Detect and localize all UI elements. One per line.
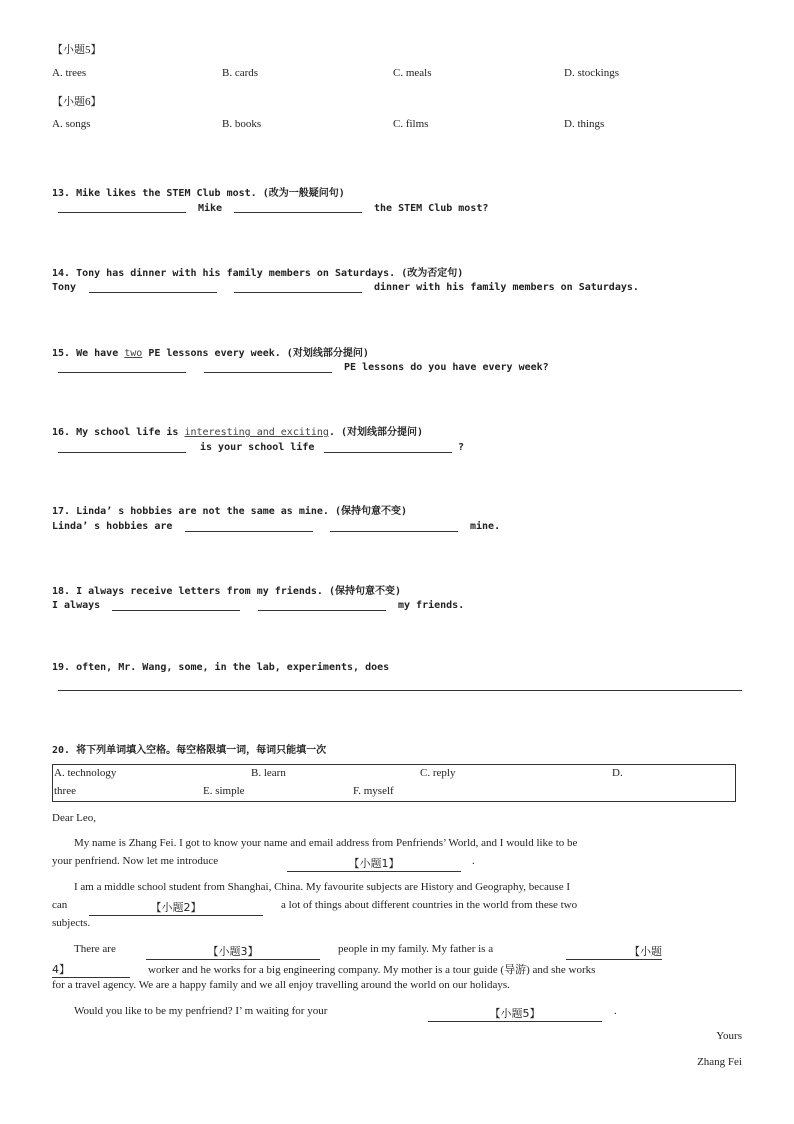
- q18-question: 18. I always receive letters from my friends. (保持句意不变): [52, 586, 401, 597]
- q19-question: 19. often, Mr. Wang, some, in the lab, experiments, does: [52, 662, 390, 673]
- word-b: B. learn: [251, 767, 286, 779]
- letter-signature: Zhang Fei: [697, 1056, 742, 1068]
- q15-question-pre: 15. We have: [52, 348, 125, 359]
- q13-question: 13. Mike likes the STEM Club most. (改为一般疑问句): [52, 188, 345, 199]
- q17-question: 17. Linda’ s hobbies are not the same as mine. (保持句意不变): [52, 506, 408, 517]
- q15-question-post: PE lessons every week. (对划线部分提问): [142, 348, 369, 359]
- letter-closing: Yours: [716, 1030, 742, 1042]
- q16-answer-end: ?: [458, 442, 465, 453]
- q16-underlined-part: interesting and exciting: [184, 427, 329, 438]
- q16-question-post: . (对划线部分提问): [328, 427, 424, 438]
- q17-blank-1[interactable]: [185, 531, 313, 532]
- blank-5[interactable]: 【小题5】: [428, 1005, 602, 1022]
- q6-header: 【小题6】: [52, 96, 102, 108]
- q17-answer-end: mine.: [470, 521, 501, 532]
- letter-p1-end: .: [472, 855, 475, 867]
- word-d-label: D.: [612, 767, 623, 779]
- letter-p3-start: There are: [74, 943, 116, 955]
- letter-p1-line2: your penfriend. Now let me introduce: [52, 855, 219, 867]
- q5-option-c[interactable]: C. meals: [393, 67, 432, 79]
- q20-question: 20. 将下列单词填入空格。每空格限填一词，每词只能填一次: [52, 745, 327, 756]
- blank-2[interactable]: 【小题2】: [89, 899, 263, 916]
- q5-option-b[interactable]: B. cards: [222, 67, 259, 79]
- q15-question: [52, 344, 369, 359]
- letter-p3-line3: for a travel agency. We are a happy family and we all enjoy travelling around the world on our holidays.: [52, 979, 510, 991]
- q19-answer-line[interactable]: [58, 690, 742, 691]
- q6-option-c[interactable]: C. films: [393, 118, 429, 130]
- word-f: F. myself: [353, 785, 394, 797]
- q13-blank-1[interactable]: [58, 212, 186, 213]
- q14-blank-2[interactable]: [234, 292, 362, 293]
- letter-p2-line1: I am a middle school student from Shanghai, China. My favourite subjects are History and Geography, because I: [74, 881, 570, 893]
- q14-question: 14. Tony has dinner with his family members on Saturdays. (改为否定句): [52, 268, 464, 279]
- letter-p3-mid: people in my family. My father is a: [338, 943, 494, 955]
- q15-underlined-part: two: [124, 348, 143, 359]
- letter-p4-end: .: [614, 1005, 617, 1017]
- letter-p1-line1: My name is Zhang Fei. I got to know your name and email address from Penfriends’ World, and I would like to be: [74, 837, 578, 849]
- q18-answer-start: I always: [52, 600, 101, 611]
- q6-option-b[interactable]: B. books: [222, 118, 262, 130]
- word-e: E. simple: [203, 785, 245, 797]
- q13-blank-2[interactable]: [234, 212, 362, 213]
- q6-option-a[interactable]: A. songs: [52, 118, 91, 130]
- blank-4-part1[interactable]: 【小题: [566, 943, 662, 960]
- letter-p2-line2: a lot of things about different countries in the world from these two: [281, 899, 578, 911]
- q14-blank-1[interactable]: [89, 292, 217, 293]
- q5-option-d[interactable]: D. stockings: [564, 67, 619, 79]
- q17-answer-start: Linda’ s hobbies are: [52, 521, 173, 532]
- letter-p2-line3: subjects.: [52, 917, 91, 929]
- q15-blank-1[interactable]: [58, 372, 186, 373]
- q18-blank-1[interactable]: [112, 610, 240, 611]
- blank-4-part2[interactable]: 4】: [52, 961, 130, 978]
- blank-3[interactable]: 【小题3】: [146, 943, 320, 960]
- letter-p2-can: can: [52, 899, 68, 911]
- q5-option-a[interactable]: A. trees: [52, 67, 87, 79]
- q14-answer-start: Tony: [52, 282, 77, 293]
- q5-header: 【小题5】: [52, 44, 102, 56]
- q16-question-pre: 16. My school life is: [52, 427, 185, 438]
- q15-blank-2[interactable]: [204, 372, 332, 373]
- q13-answer-end: the STEM Club most?: [374, 203, 489, 214]
- word-d: three: [54, 785, 76, 797]
- q14-answer-end: dinner with his family members on Saturdays.: [374, 282, 639, 293]
- q6-option-d[interactable]: D. things: [564, 118, 605, 130]
- word-bank-box: [52, 764, 736, 802]
- letter-p4-start: Would you like to be my penfriend? I’ m waiting for your: [74, 1005, 328, 1017]
- q16-answer-mid: is your school life: [200, 442, 315, 453]
- word-c: C. reply: [420, 767, 456, 779]
- q18-blank-2[interactable]: [258, 610, 386, 611]
- q18-answer-end: my friends.: [398, 600, 465, 611]
- word-a: A. technology: [54, 767, 117, 779]
- q17-blank-2[interactable]: [330, 531, 458, 532]
- q13-answer-mid: Mike: [198, 203, 223, 214]
- q16-question: [52, 423, 423, 438]
- letter-p3-line2: worker and he works for a big engineering company. My mother is a tour guide (导游) and she works: [148, 964, 596, 976]
- blank-1[interactable]: 【小题1】: [287, 855, 461, 872]
- q16-blank-1[interactable]: [58, 452, 186, 453]
- q16-blank-2[interactable]: [324, 452, 452, 453]
- q15-answer-end: PE lessons do you have every week?: [344, 362, 549, 373]
- letter-salutation: Dear Leo,: [52, 812, 96, 824]
